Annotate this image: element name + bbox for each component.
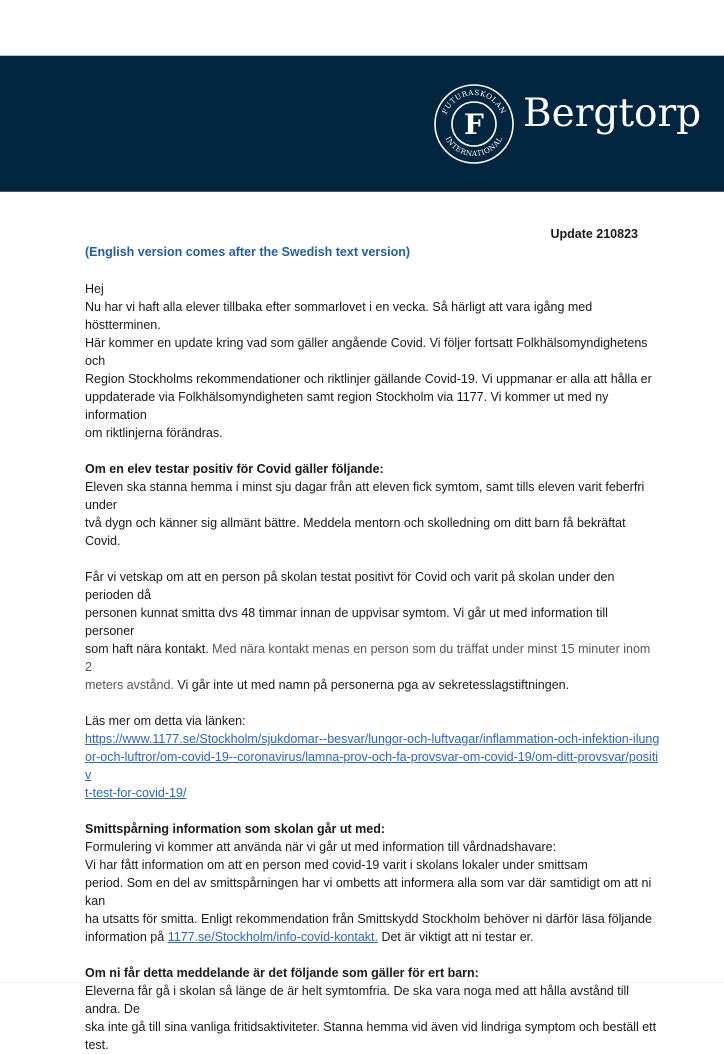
svg-text:INTERNATIONAL: INTERNATIONAL <box>443 134 505 159</box>
notice-line: personen kunnat smitta dvs 48 timmar innan de uppvisar symtom. Vi går ut med information till personer <box>85 606 608 638</box>
notice-line: som haft nära kontakt. Med nära kontakt menas en person som du träffat under minst 15 minuter inom 2 <box>85 642 651 674</box>
child-line: Eleverna får gå i skolan så länge de är helt symtomfria. De ska vara noga med att hålla avstånd till andra. De <box>85 984 630 1016</box>
positive-line: Eleven ska stanna hemma i minst sju dagar från att eleven fick symtom, samt tills eleven varit feberfri under <box>85 480 645 512</box>
1177-covid-link-line[interactable]: t-test-for-covid-19/ <box>85 786 187 800</box>
intro-line: Region Stockholms rekommendationer och riktlinjer gällande Covid-19. Vi uppmanar er alla att hålla er <box>85 372 652 386</box>
tracing-line: information på 1177.se/Stockholm/info-covid-kontakt. Det är viktigt att ni testar er. <box>85 930 534 944</box>
section-heading-tracing: Smittspårning information som skolan går ut med: <box>85 822 386 836</box>
1177-covid-link-line[interactable]: https://www.1177.se/Stockholm/sjukdomar--besvar/lungor-och-luftvagar/inflammation-och-infektion-ilung <box>85 732 660 746</box>
tracing-line: period. Som en del av smittspårningen har vi ombetts att informera alla som var där samtidigt om att ni kan <box>85 876 652 908</box>
child-line: test. <box>85 1038 109 1052</box>
tracing-line: Formulering vi kommer att använda när vi går ut med information till vårdnadshavare: <box>85 840 557 854</box>
header-banner <box>0 55 724 192</box>
positive-line: två dygn och känner sig allmänt bättre. Meddela mentorn och skolledning om ditt barn få bekräftat Covid. <box>85 516 626 548</box>
child-line: ska inte gå till sina vanliga fritidsaktiviteter. Stanna hemma vid även vid lindriga symptom och beställ ett <box>85 1020 657 1034</box>
intro-line: Nu har vi haft alla elever tillbaka efter sommarlovet i en vecka. Så härligt att vara igång med höstterminen. <box>85 300 593 332</box>
intro-line: Här kommer en update kring vad som gäller angående Covid. Vi följer fortsatt Folkhälsomyndighetens och <box>85 336 648 368</box>
section-heading-child: Om ni får detta meddelande är det följande som gäller för ert barn: <box>85 966 479 980</box>
intro-line: uppdaterade via Folkhälsomyndigheten samt region Stockholm via 1177. Vi kommer ut med ny information <box>85 390 609 422</box>
greeting: Hej <box>85 282 104 296</box>
1177-covid-link-line[interactable]: or-och-luftror/om-covid-19--coronavirus/lamna-prov-och-fa-provsvar-om-covid-19/om-ditt-provsvar/positiv <box>85 750 659 782</box>
section-heading-positive: Om en elev testar positiv för Covid gäller följande: <box>85 462 384 476</box>
update-date-label: Update 210823 <box>550 227 638 241</box>
svg-text:F: F <box>464 108 484 141</box>
letter-body <box>85 280 660 1054</box>
school-seal-icon <box>433 83 515 165</box>
notice-line: meters avstånd. Vi går inte ut med namn på personerna pga av sekretesslagstiftningen. <box>85 678 570 692</box>
info-covid-kontakt-link[interactable]: 1177.se/Stockholm/info-covid-kontakt. <box>167 930 378 944</box>
english-version-note: (English version comes after the Swedish text version) <box>85 245 411 259</box>
tracing-line: ha utsatts för smitta. Enligt rekommendation från Smittskydd Stockholm behöver ni därför läsa följande <box>85 912 652 926</box>
tracing-line: Vi har fått information om att en person med covid-19 varit i skolans lokaler under smittsam <box>85 858 588 872</box>
page-divider <box>0 982 724 983</box>
notice-line: Får vi vetskap om att en person på skolan testat positivt för Covid och varit på skolan under den perioden då <box>85 570 615 602</box>
svg-text:FUTURASKOLAN: FUTURASKOLAN <box>440 87 508 116</box>
read-more-label: Läs mer om detta via länken: <box>85 714 246 728</box>
school-wordmark: Bergtorp <box>523 91 702 136</box>
intro-line: om riktlinjerna förändras. <box>85 426 223 440</box>
